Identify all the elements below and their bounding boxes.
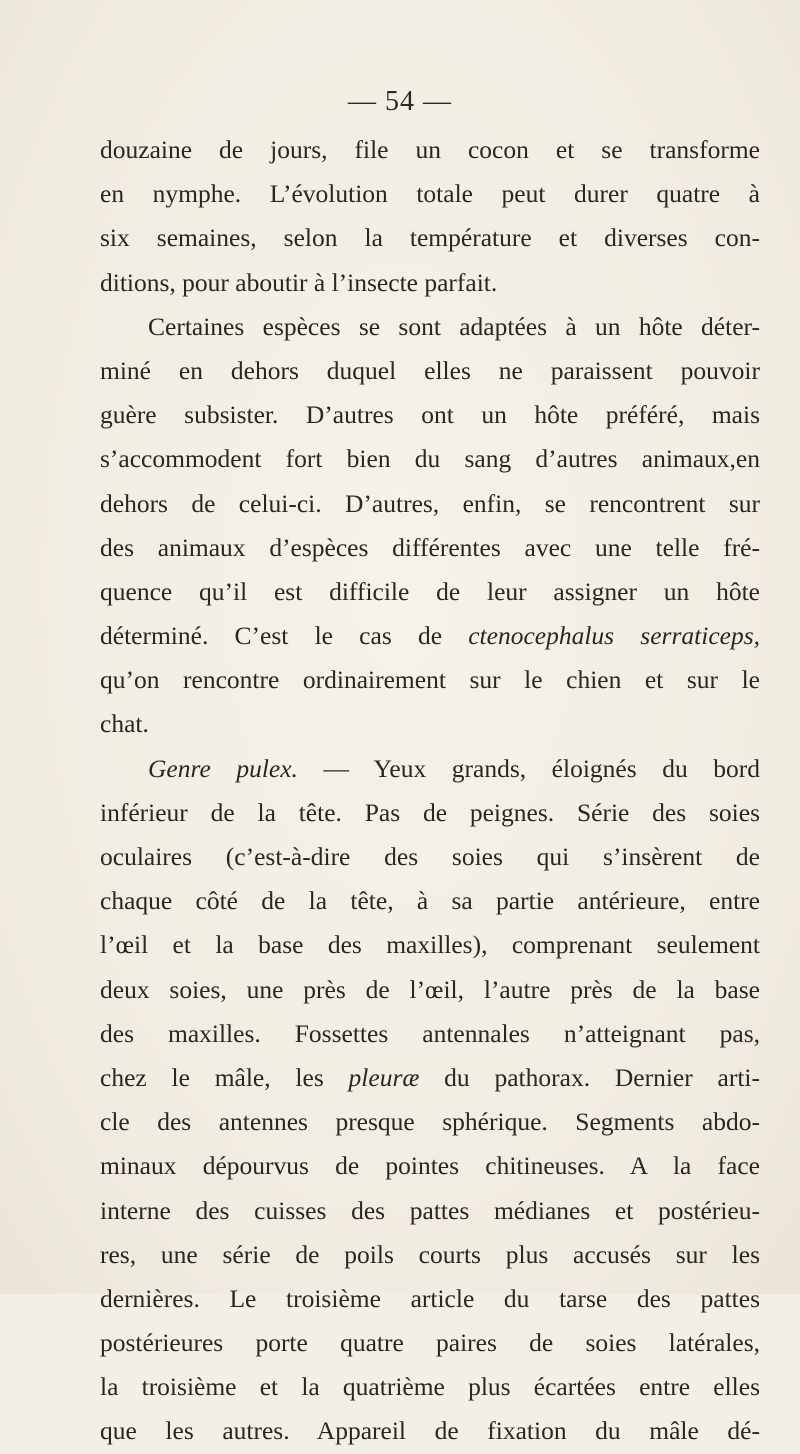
text-line: deux soies, une près de l’œil, l’autre près de la base xyxy=(100,974,760,1004)
text-line: interne des cuisses des pattes médianes et postérieu- xyxy=(100,1195,760,1225)
text-line xyxy=(100,747,760,791)
text-line: que les autres. Appareil de fixation du mâle dé- xyxy=(100,1416,760,1446)
italic-term: ctenocephalus serraticeps xyxy=(468,621,754,651)
text-line: oculaires (c’est-à-dire des soies qui s’insèrent de xyxy=(100,842,760,871)
text-line: des animaux d’espèces différentes avec une telle fré- xyxy=(100,532,760,562)
text-line: Certaines espèces se sont adaptées à un hôte déter- xyxy=(148,311,760,341)
text-segment: déterminé. C’est le cas de xyxy=(100,621,469,651)
text-line: douzaine de jours, file un cocon et se transforme xyxy=(100,135,760,164)
body-text xyxy=(100,128,760,1454)
text-line: des maxilles. Fossettes antennales n’atteignant pas, xyxy=(100,1018,760,1048)
text-line xyxy=(100,614,760,658)
text-line: la troisième et la quatrième plus écartées entre elles xyxy=(100,1372,760,1402)
text-line: l’œil et la base des maxilles), comprenant seulement xyxy=(100,930,760,960)
italic-term: Genre pulex. xyxy=(148,753,298,783)
text-line: quence qu’il est difficile de leur assigner un hôte xyxy=(100,576,760,606)
italic-term: pleuræ xyxy=(348,1062,420,1092)
text-segment: chez le mâle, les xyxy=(100,1062,349,1092)
text-line: dehors de celui-ci. D’autres, enfin, se rencontrent sur xyxy=(100,488,760,518)
text-line: inférieur de la tête. Pas de peignes. Série des soies xyxy=(100,797,760,827)
text-line: dernières. Le troisième article du tarse des pattes xyxy=(100,1283,760,1313)
text-line: minaux dépourvus de pointes chitineuses. A la face xyxy=(100,1151,760,1181)
text-segment: — Yeux grands, éloignés du bord xyxy=(297,753,760,783)
text-line: en nymphe. L’évolution totale peut durer quatre à xyxy=(100,179,760,209)
text-line: miné en dehors duquel elles ne paraissent pouvoir xyxy=(100,355,760,385)
text-line: six semaines, selon la température et diverses con- xyxy=(100,223,760,253)
text-line: cle des antennes presque sphérique. Segments abdo- xyxy=(100,1107,760,1137)
text-line: s’accommodent fort bien du sang d’autres animaux,en xyxy=(100,444,760,474)
text-line: res, une série de poils courts plus accusés sur les xyxy=(100,1239,760,1269)
text-line: guère subsister. D’autres ont un hôte préféré, mais xyxy=(100,400,760,430)
text-segment: du pathorax. Dernier arti- xyxy=(419,1062,760,1092)
text-line: postérieures porte quatre paires de soies latérales, xyxy=(100,1328,760,1358)
text-line: chat. xyxy=(100,709,149,739)
text-line: chaque côté de la tête, à sa partie antérieure, entre xyxy=(100,886,760,916)
text-segment: , xyxy=(753,621,760,651)
page-number: — 54 — xyxy=(348,86,452,117)
text-line: qu’on rencontre ordinairement sur le chien et sur le xyxy=(100,665,760,695)
text-line: ditions, pour aboutir à l’insecte parfait. xyxy=(100,267,498,297)
text-line xyxy=(100,1056,760,1100)
